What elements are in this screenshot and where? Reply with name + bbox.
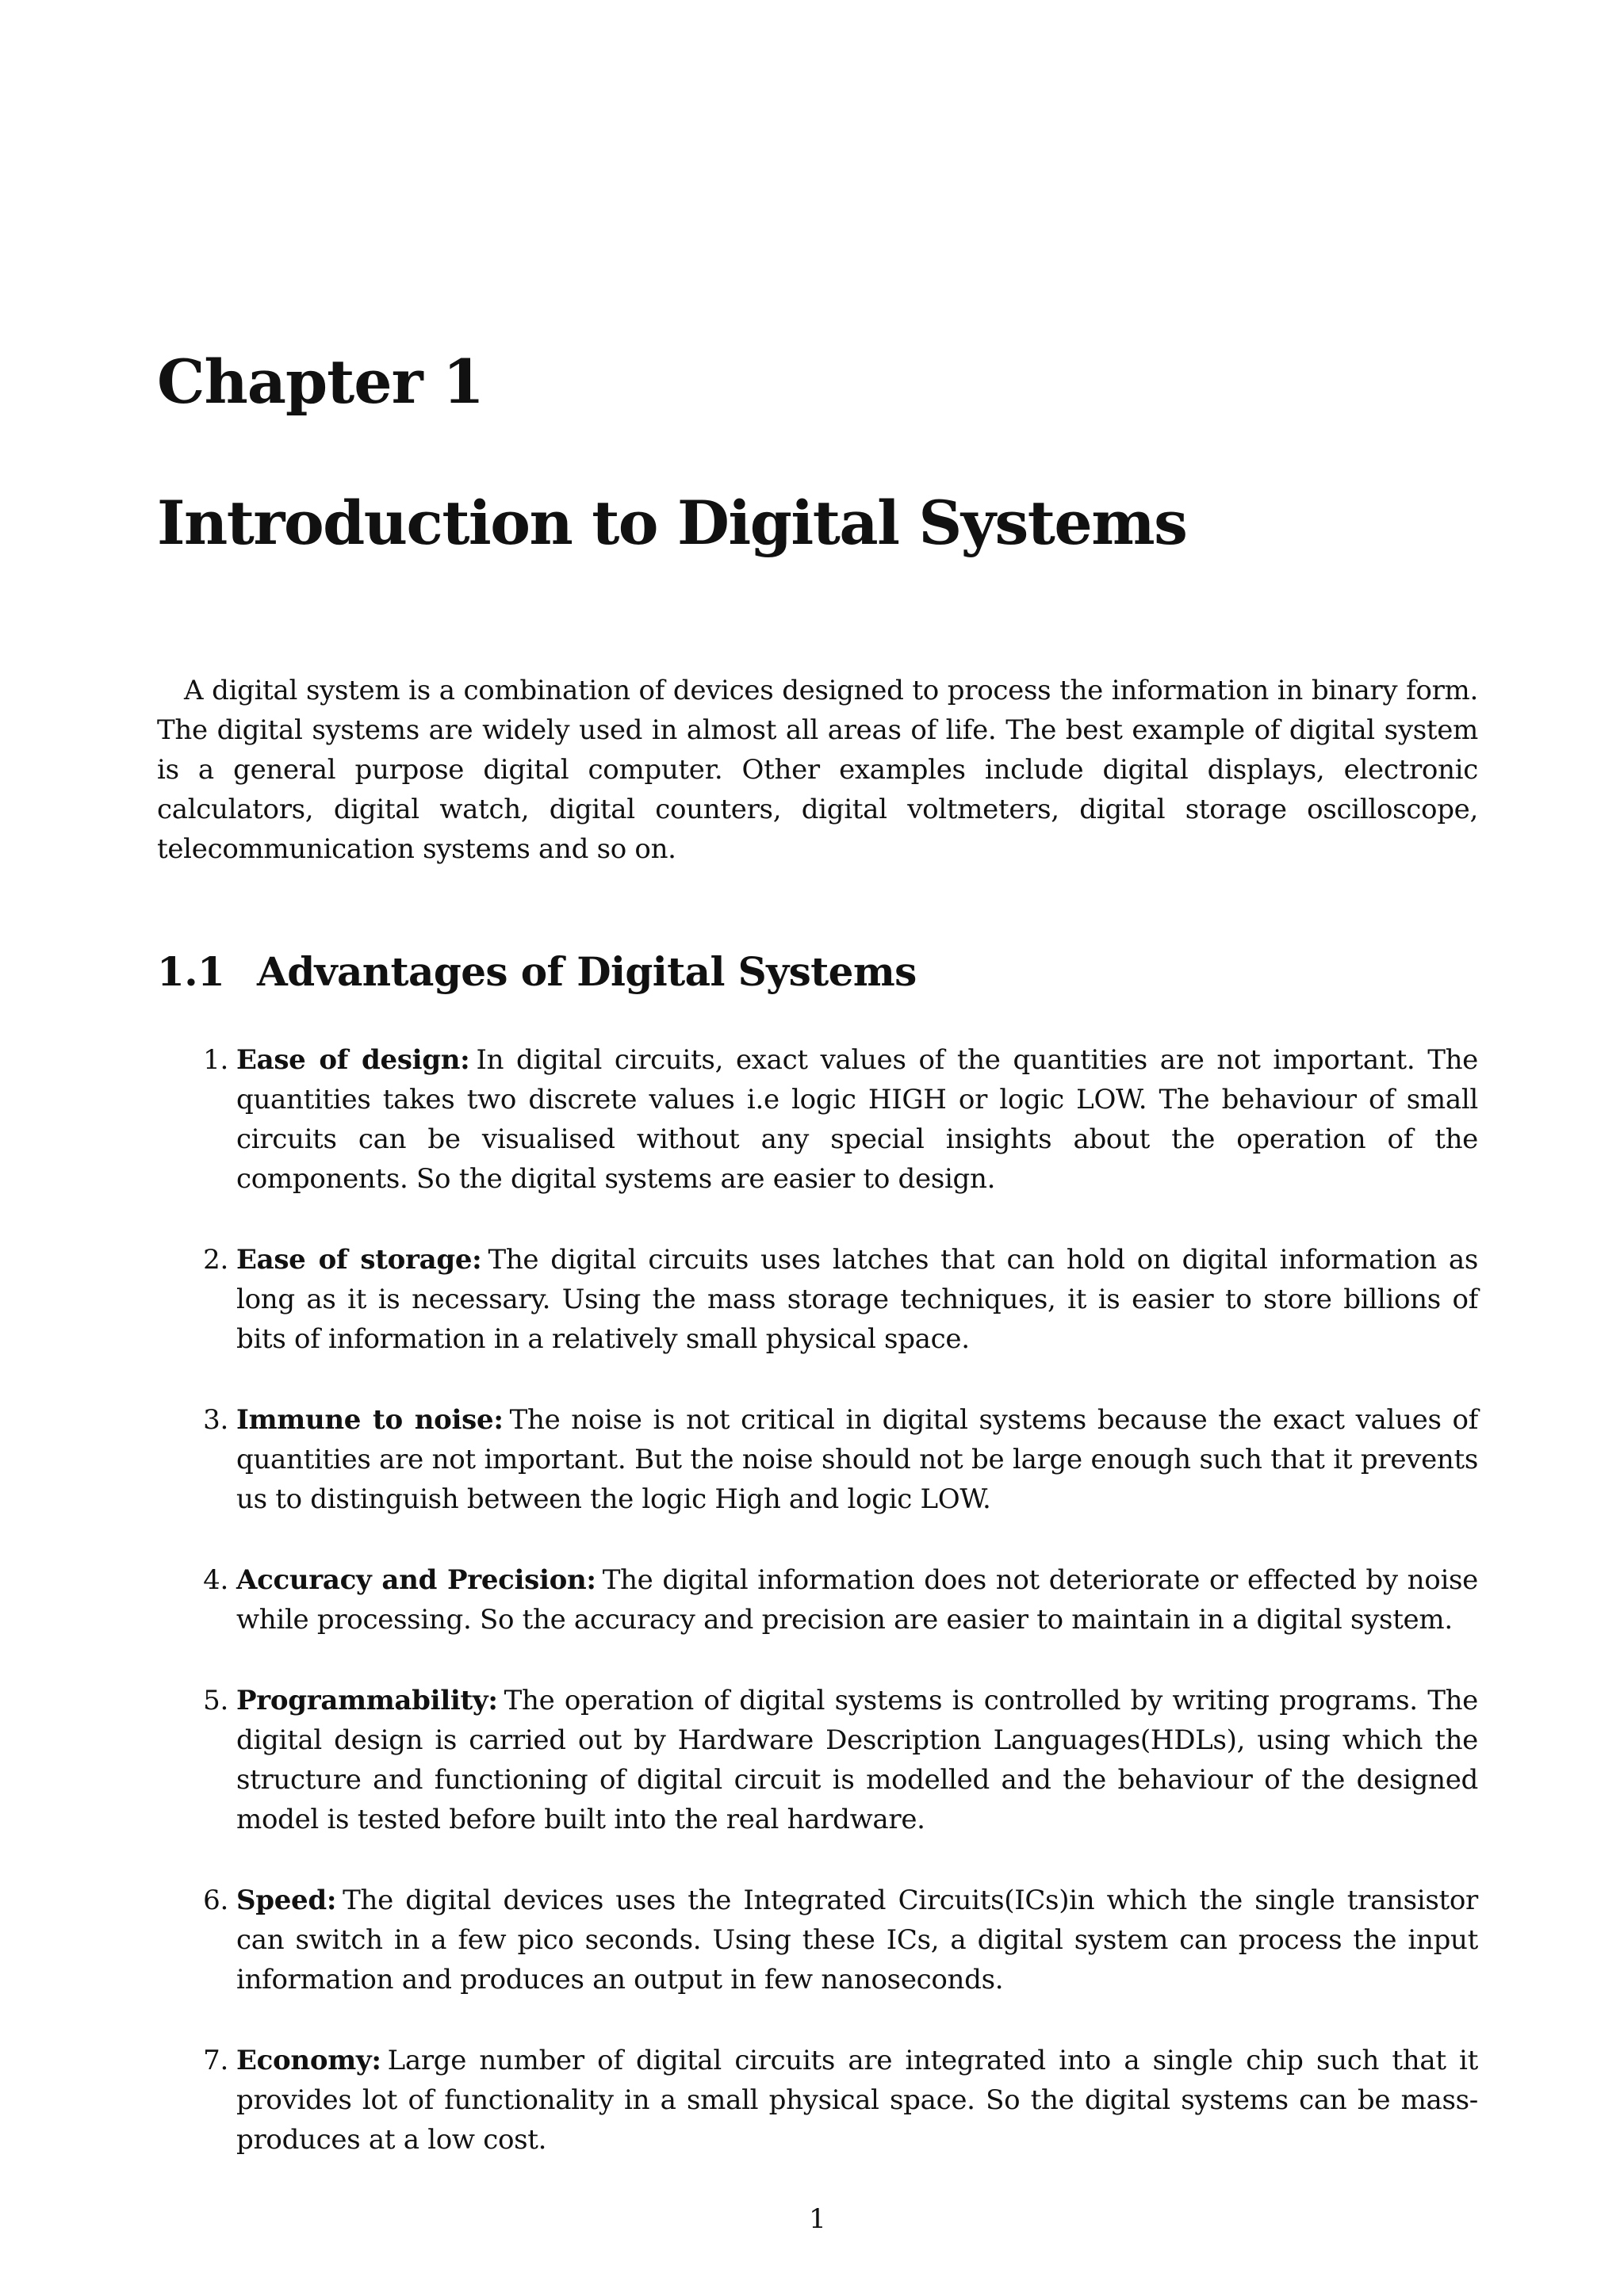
list-item-term: Speed:	[236, 1885, 337, 1916]
list-item-number: 4.	[203, 1564, 228, 1596]
list-item-number: 7.	[203, 2045, 228, 2076]
document-page	[157, 0, 1478, 2296]
list-item-text: The digital information does not deteriorate or effected by noise while processing. So the accuracy and precision are easier to maintain in a digital system.	[236, 1564, 1478, 1636]
list-item	[157, 1040, 1478, 1199]
list-item-number: 3.	[203, 1404, 228, 1436]
list-item	[157, 1240, 1478, 1359]
list-item-number: 2.	[203, 1244, 228, 1276]
list-item-text: The operation of digital systems is controlled by writing programs. The digital design is carried out by Hardware Description Languages(HDLs), using which the structure and functioning of digital circuit is modelled and the behaviour of the designed model is tested before built into the real hardware.	[236, 1685, 1478, 1835]
advantages-list	[157, 1040, 1478, 2201]
list-item	[157, 2041, 1478, 2160]
list-item-text: Large number of digital circuits are integrated into a single chip such that it provides lot of functionality in a small physical space. So the digital systems can be mass-produces at a low cost.	[236, 2045, 1478, 2156]
section-number: 1.1	[157, 948, 225, 995]
intro-paragraph: A digital system is a combination of devices designed to process the information in binary form. The digital systems are widely used in almost all areas of life. The best example of digital system is a general purpose digital computer. Other examples include digital displays, electronic calculators, digital watch, digital counters, digital voltmeters, digital storage oscilloscope, telecommunication systems and so on.	[157, 675, 1478, 865]
page-number: 1	[809, 2203, 826, 2235]
chapter-label: Chapter 1	[157, 346, 484, 417]
chapter-title: Introduction to Digital Systems	[157, 488, 1187, 558]
list-item-text: In digital circuits, exact values of the quantities are not important. The quantities takes two discrete values i.e logic HIGH or logic LOW. The behaviour of small circuits can be visualised without any special insights about the operation of the components. So the digital systems are easier to design.	[236, 1044, 1478, 1195]
list-item-text: The digital circuits uses latches that can hold on digital information as long as it is necessary. Using the mass storage techniques, it is easier to store billions of bits of information in a relatively small physical space.	[236, 1244, 1478, 1355]
list-item-number: 1.	[203, 1044, 228, 1076]
list-item-number: 5.	[203, 1685, 228, 1716]
list-item-term: Economy:	[236, 2045, 381, 2076]
list-item-term: Immune to noise:	[236, 1404, 504, 1436]
list-item-term: Accuracy and Precision:	[236, 1564, 596, 1596]
list-item	[157, 1400, 1478, 1519]
section-heading	[157, 950, 917, 993]
section-title: Advantages of Digital Systems	[257, 948, 917, 995]
list-item	[157, 1681, 1478, 1839]
list-item-term: Programmability:	[236, 1685, 498, 1716]
list-item	[157, 1881, 1478, 1999]
list-item	[157, 1560, 1478, 1640]
list-item-text: The digital devices uses the Integrated Circuits(ICs)in which the single transistor can switch in a few pico seconds. Using these ICs, a digital system can process the input information and produces an output in few nanoseconds.	[236, 1885, 1478, 1996]
list-item-text: The noise is not critical in digital systems because the exact values of quantities are not important. But the noise should not be large enough such that it prevents us to distinguish between the logic High and logic LOW.	[236, 1404, 1478, 1515]
list-item-term: Ease of storage:	[236, 1244, 482, 1276]
list-item-number: 6.	[203, 1885, 228, 1916]
list-item-term: Ease of design:	[236, 1044, 470, 1076]
